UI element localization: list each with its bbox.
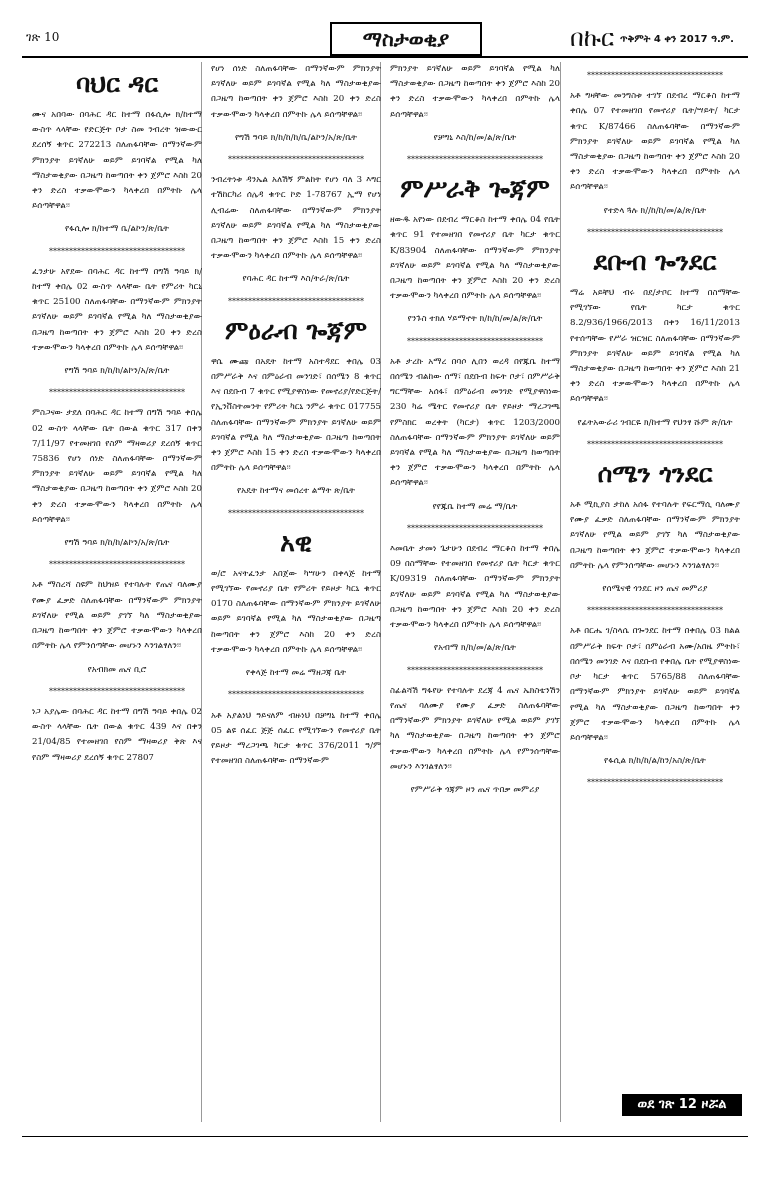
notice-separator: **********************************	[407, 336, 543, 346]
notice-text: ዋሴ ሙጩ በአዴት ከተማ አስተዳደር ቀበሌ 03 በምሥራቅ እና በምዕራብ መንገድ፣ በሰሜን 8 ቁጥር እና በደቡብ 7 ቁጥር የሚያዋስነው የመኖሪያ/የድርጅት/የኢንቨስትመንት የምሪት ካርኒ ንምራ ቁጥር 017755 ስለጠፋባቸው በማንኛውም ምክንያት ይገኛለሁ ወይም ይገባኛል የሚል ካለ ማስታወቂያው በጋዜጣ ከወጣበት ቀን ጀምሮ እስከ 15 ቀን ድረስ ተቃውሞውን ካላቀረበ በምትኩ ሌላ ይሰጣቸዋል፡፡	[211, 356, 381, 474]
notice-separator: **********************************	[587, 227, 723, 237]
notice-issuer: የሰሜናዊ ጎንደር ዞን ጤና መምሪያ	[602, 584, 708, 595]
notice-separator: **********************************	[49, 246, 185, 256]
notice-separator: **********************************	[228, 155, 364, 165]
notice-text: ሙና አበባው በባሕር ዳር ከተማ በፋሲሎ ክ/ከተማ ውስጥ ላላቸው የድርጅት ቦታ ስመ ንብረት ዝውውር ደረሰኝ ቁጥር 272213 ስለጠፋባቸው በማንኛውም ምክንያት ይገኛለሁ ወይም ይገባኛል የሚል ካለ ማስታወቂያው በጋዜጣ ከወጣበት ቀን ጀምሮ እስከ 20 ቀን ድረስ ተቃውሞውን ካላቀረበ በምትኩ ሌላ ይሰጣቸዋል፡፡	[32, 110, 202, 212]
notice-issuer: የቀላጅ ከተማ መሬ ማዘጋጃ ቤት	[245, 668, 347, 679]
column-4	[570, 62, 740, 797]
notice-text: ስፊልሻሽ ግፋየሁ የተባሉት ደረጃ 4 ጤና ኤክስቴንሽን የጤና ባለሙያ የሙያ ፈቃድ ስለጠፋባቸው በማንኛውም ምክንያት ይገኛለሁ የሚል ወይም ያገኘ ካለ ማስታወቂያው በጋዜጣ ከወጣበት ቀን ጀምሮ ተቃውሞውን ካላቀረበ በምትኩ ሌላ የምንሰጣቸው መሆኑን እንገልፃለን፡፡	[390, 685, 560, 772]
notice-issuer: የአብክመ ጤና ቢሮ	[87, 664, 147, 675]
notice-separator: **********************************	[587, 778, 723, 788]
notice-separator: **********************************	[228, 690, 364, 700]
column-3	[390, 62, 560, 804]
page-header	[22, 22, 748, 54]
notice-issuer: የቻግኒ እስ/ከ/መ/ል/ጽ/ቤት	[433, 132, 517, 143]
footer-rule	[22, 1136, 748, 1137]
notice-text: አቶ ማስረሻ ስዩም ከህዝይ የተባሉት የጤና ባለሙያ የሙያ ፈቃድ ስለጠፋባቸው በማንኛውም ምክንያት ይገኛለሁ የሚል ወይም ያገኘ ካለ ማስታወቂያው በጋዜጣ ከወጣበት ቀን ጀምሮ ተቃውሞውን ካላቀረበ በምትኩ ሌላ የምንሰጣቸው መሆኑን እንገልፃለን፡፡	[32, 580, 202, 652]
column-divider	[560, 62, 561, 1122]
notice-issuer: የአዴት ከተማና መሰረተ ልማት ጽ/ቤት	[236, 486, 356, 497]
notice-issuer: የግሽ ዓባይ ክ/ከ/ከ/ልኮን/አ/ጽ/ቤት	[64, 538, 170, 549]
notice-text: ማሬ አይቸህ ብሩ በደ/ታቦር ከተማ በስማቸው የሚገኘው የቤት ካርታ ቁጥር 8.2/936/1966/2013 በቀን 16/11/2013 የተሰጣቸው የሥራ ዝርዝር ስለጠፋባቸው በማንኛውም ምክንያት ይገኛለሁ ወይም ይገባኛል የሚል ካለ ማስታወቂያው በጋዜጣ ከወጣበት ቀን ጀምሮ እስከ 21 ቀን ድረስ ተቃውሞውን ካላቀረበ በምትኩ ሌላ ይሰጣቸዋል፡፡	[570, 288, 740, 405]
notice-text: ፈንታሁ አየደው በባሕር ዳር ከተማ በግሽ ዓባይ ክ/ከተማ ቀበሌ 02 ውስጥ ላላቸው ቤት የምሪት ካርኒ ቁጥር 25100 ስለጠፋባቸው በማንኛውም ምክንያት ይገኛለሁ ወይም ይገባኛል የሚል ካለ ማስታወቂያው በጋዜጣ ከወጣበት ቀን ጀምሮ እስከ 20 ቀን ድረስ ተቃውሞውን ካላቀረበ በምትኩ ሌላ ይሰጣቸዋል፡፡	[32, 266, 202, 353]
notice-separator: **********************************	[228, 296, 364, 306]
column-1	[32, 62, 202, 766]
notice-issuer: የየጁቤ ከተማ መሬ ማ/ቤት	[432, 501, 518, 512]
notice-issuer: የግሽ ዓባይ ክ/ከ/ከ/ከ/ቤ/ልኮን/አ/ጽ/ቤት	[234, 132, 357, 143]
notice-separator: **********************************	[407, 155, 543, 165]
region-heading: ምሥራቅ ጐጃም	[400, 174, 550, 204]
notice-text: አቶ ግዛቸው መንግስቱ ተገኘ በደብረ ማርቆስ ከተማ ቀበሌ 07 የተመዘገበ የመኖሪያ ቤት/ሣይት/ ካርታ ቁጥር K/87466 ስለጠፋባቸው በማንኛውም ምክንያት ይገኛለሁ ወይም ይገባኛል የሚል ካለ ማስታወቂያው በጋዜጣ ከወጣበት ቀን ጀምሮ እስከ 20 ቀን ድረስ ተቃውሞውን ካላቀረበ በምትኩ ሌላ ይሰጣቸዋል፡፡	[570, 91, 740, 193]
header-rule	[22, 56, 748, 58]
notice-text: አቶ አያልነህ ዓይናለም ብዙነህ በቻግኒ ከተማ ቀበሌ 05 ልዩ ሰፈር ጅጅ ሰፈር የሚገኘውን የመኖሪያ ቤት የይዞታ ማረጋገጫ ካርታ ቁጥር 376/2011 ዓ/ም የተመዘገበ ስለጠፋባቸው በማንኛውም	[211, 710, 381, 767]
page-number: ገጽ 10	[26, 30, 60, 44]
notice-text: እመቤት ታመነ ጌታሁን በደብረ ማርቆስ ከተማ ቀበሌ 09 በስማቸው የተመዘገበ የመኖሪያ ቤት ካርታ ቁጥር K/09319 ስለጠፋባቸው በማንኛውም ምክንያት ይገኛለሁ ወይም ይገባኛል የሚል ካለ ማስታወቂያው በጋዜጣ ከወጣበት ቀን ጀምሮ እስከ 20 ቀን ድረስ ተቃውሞውን ካላቀረበ በምትኩ ሌላ ይሰጣቸዋል፡፡	[390, 544, 560, 631]
notice-issuer: የተድላ ጓሉ ክ//ከ/ከ/መ/ል/ጽ/ቤት	[603, 205, 707, 216]
region-heading: ደቡብ ጐንደር	[593, 247, 717, 277]
notice-issuer: የንጉስ ተክለ ሃይማኖት ክ/ከ/ከ/መ/ል/ጽ/ቤት	[407, 314, 543, 325]
notice-text: ምክንያት ይገኛለሁ ወይም ይገባኛል የሚል ካለ ማስታወቂያው በጋዜጣ ከወጣበት ቀን ጀምሮ እስከ 20 ቀን ድረስ ተቃውሞውን ካላቀረበ በምትኩ ሌላ ይሰጣቸዋል፡፡	[390, 64, 560, 120]
continued-on-page-banner: ወደ ገጽ 12 ዞሯል	[622, 1094, 742, 1116]
notice-separator: **********************************	[587, 439, 723, 449]
notice-separator: **********************************	[49, 686, 185, 696]
notice-text: አቶ ሚኪያስ ታከለ አሰፋ የተባሉት የፍርማሲ ባለሙያ የሙያ ፈቃድ ስለጠፋባቸው በማንኛውም ምክንያት ይገኛለሁ የሚል ወይም ያገኘ ካለ ማስታወቂያው በጋዜጣ ከወጣበት ቀን ጀምሮ ተቃውሞውን ካላቀረበ በምትኩ ሌላ የምንሰጣቸው መሆኑን እንገልፃለን፡፡	[570, 500, 740, 571]
publication-name: በኩር	[570, 24, 615, 52]
notice-text: ወ/ሮ አናትፈንታ አበጀው ካሣሁን በቀላጅ ከተማ የሚገኘው የመኖሪያ ቤት የምሪት የይዞታ ካርኒ ቁጥር 0170 ስለጠፋባቸው በማንኛውም ምክንያት ይገኛለሁ ወይም ይገባኛል የሚል ካለ ማስታወቂያው በጋዜጣ ከወጣበት ቀን ጀምሮ እስከ 20 ቀን ድረስ ተቃውሞውን ካላቀረበ በምትኩ ሌላ ይሰጣቸዋል፡፡	[211, 568, 381, 655]
region-heading: ምዕራብ ጐጃም	[225, 315, 367, 345]
notice-separator: **********************************	[49, 560, 185, 570]
notice-issuer: የምሥራቅ ጎጃም ዞን ጤና ጥበቃ መምሪያ	[410, 784, 540, 795]
notice-text: ነጋ አያሌው በባሕር ዳር ከተማ በግሽ ዓባይ ቀበሌ 02 ውስጥ ላላቸው ቤት በውል ቁጥር 439 እና በቀን 21/04/85 የተመዘገበ የስም ማዛወሪያ ቅጽ እና የስም ማዛወሪያ ደረሰኝ ቁጥር 27807	[32, 706, 202, 763]
notice-text: አቶ ታረኩ አማረ በባሶ ሊበን ወረዳ በየጁቤ ከተማ በሰሜን ብልከው ሰማ፣ በደቡብ ከፍት ቦታ፣ በምሥራቅ ግርማቸው አሰፋ፣ በምዕራብ መንገድ የሚያዋስነው 230 ካሬ ሜትር የመኖሪያ ቤት የይዞታ ማረጋገጫ የምስክር ወረቀት (ካርታ) ቁጥር 1203/2000 ስለጠፋባቸው በማንኛውም ምክንያት ይገኛለሁ ወይም ይገባኛል የሚል ካለ ማስታወቂያው በጋዜጣ ከወጣበት ቀን ጀምሮ ተቃውሞውን ካላቀረበ በምትኩ ሌላ ይሰጣቸዋል፡፡	[390, 356, 560, 489]
notice-text: ንብረትነቱ ዳንኤል አለሽኝ ምልከት የሆነ ባለ 3 እግር ተሽከርካሪ ሰሌዳ ቁጥር ኮድ 1-78767 ኢማ የሆነ ሊብሬው ስለጠፋባቸው በማንኛውም ምክንያት ይገኛለሁ ወይም ይገባኛል የሚል ካለ ማስታወቂያው በጋዜጣ ከወጣበት ቀን ጀምሮ እስከ 15 ቀን ድረስ ተቃውሞውን ካላቀረበ በምትኩ ሌላ ይሰጣቸዋል፡፡	[211, 175, 381, 262]
notice-separator: **********************************	[407, 665, 543, 675]
notice-separator: **********************************	[407, 523, 543, 533]
notice-separator: **********************************	[228, 508, 364, 518]
section-title: ማስታወቂያ	[330, 22, 482, 56]
issue-date: ጥቅምት 4 ቀን 2017 ዓ.ም.	[620, 34, 734, 45]
notice-text: አቶ በርሔ ገ/ስላሴ በጐንደር ከተማ በቀበሌ 03 ክልል በምሥራቅ ክፍት ቦታ፣ በምዕራብ አሙ/አበዜ ምትኩ፣ በሰሜን መንገድ እና በደቡብ የቀበሌ ቤት የሚያዋስነው ቦታ ካርታ ቁጥር 5765/88 ስለጠፋባቸው በማንኛውም ምክንያት ይገኛለሁ ወይም ይገባኛል የሚል ካለ ማስታወቂያው በጋዜጣ ከወጣበት ቀን ጀምሮ ተቃውሞውን ካላቀረበ በምትኩ ሌላ ይሰጣቸዋል፡፡	[570, 626, 740, 743]
notice-separator: **********************************	[587, 71, 723, 80]
region-heading: ባህር ዳር	[75, 69, 159, 98]
notice-issuer: የግሽ ዓባይ ክ/ከ/ከ/ልኮን/አ/ጽ/ቤት	[64, 366, 170, 377]
notice-text: ዘውዱ አየነው በደብረ ማርቆስ ከተማ ቀበሌ 04 የቤት ቁጥር 91 የተመዘገበ የመኖሪያ ቤት ካርታ ቁጥር K/83904 ስለጠፋባቸው በማንኛውም ምክንያት ይገኛለሁ ወይም ይገባኛል የሚል ካለ ማስታወቂያው በጋዜጣ ከወጣበት ቀን ጀምሮ እስከ 20 ቀን ድረስ ተቃውሞውን ካላቀረበ በምትኩ ሌላ ይሰጣቸዋል፡፡	[390, 215, 560, 302]
notice-issuer: የአብማ ክ/ከ/መ/ል/ጽ/ቤት	[433, 643, 517, 654]
notice-separator: **********************************	[49, 388, 185, 398]
notice-issuer: የፋሲል ክ/ከ/ከ/ል/ከን/አስ/ጽ/ቤት	[604, 756, 706, 767]
notice-issuer: የፊትአውራሪ ገብርዬ ክ/ከተማ የህንፃ ሹም ጽ/ቤት	[577, 417, 733, 428]
notice-text: ምስጋናው ታደለ በባሕር ዳር ከተማ በግሽ ዓባይ ቀበሌ 02 ውስጥ ላላቸው ቤት በውል ቁጥር 317 በቀን 7/11/97 የተመዘገበ የስም ማዛወሪያ ደረሰኝ ቁጥር 75836 የሆነ ሰነድ ስለጠፋባቸው በማንኛውም ምክንያት ይገኛለሁ ወይም ይገባኛል የሚል ካለ ማስታወቂያው በጋዜጣ ከወጣበት ቀን ጀምሮ እስከ 20 ቀን ድረስ ተቃውሞውን ካላቀረበ በምትኩ ሌላ ይሰጣቸዋል፡፡	[32, 408, 202, 525]
notice-issuer: የፋሲሎ ክ/ከተማ ቤ/ልኮን/ጽ/ቤት	[64, 224, 170, 235]
region-heading: አዊ	[280, 527, 312, 557]
region-heading: ሰሜን ጎንደር	[597, 459, 713, 489]
notice-text: የሆነ ሰነድ ስለጠፋባቸው በማንኛውም ምክንያት ይገኛለሁ ወይም ይገባኛል የሚል ካለ ማስታወቂያው በጋዜጣ ከወጣበት ቀን ጀምሮ እስከ 20 ቀን ድረስ ተቃውሞውን ካላቀረበ በምትኩ ሌላ ይሰጣቸዋል፡፡	[211, 64, 381, 120]
notice-issuer: የባሕር ዳር ከተማ እስ/ትራ/ጽ/ቤት	[242, 274, 350, 285]
column-2	[211, 62, 381, 769]
notice-separator: **********************************	[587, 606, 723, 616]
